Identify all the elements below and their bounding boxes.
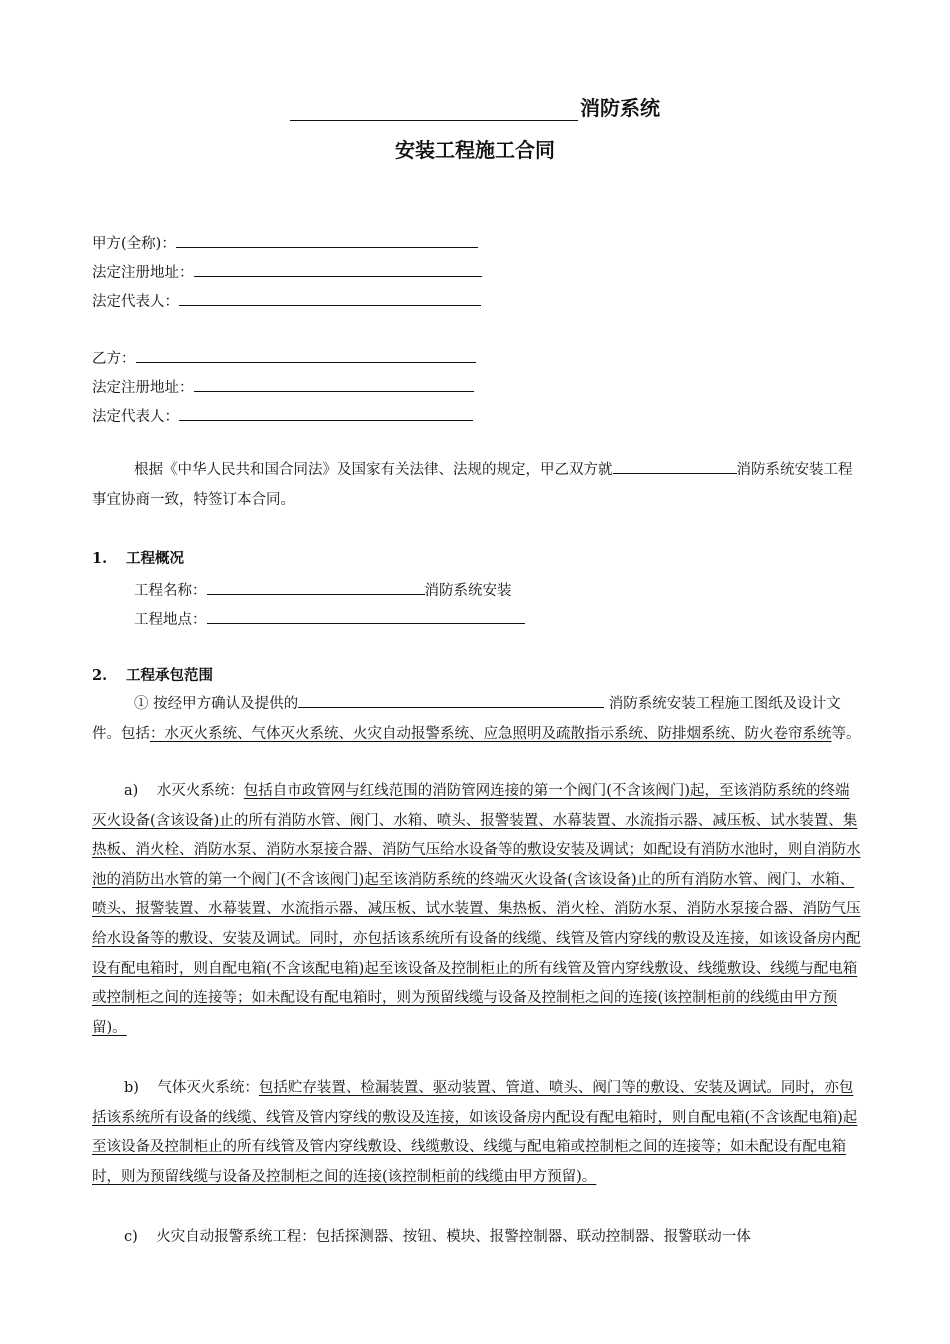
party-a-name-label: 甲方(全称)： [92,236,176,252]
party-b-address-label: 法定注册地址： [92,380,194,396]
intro-part2: 消防系统安装工程事宜协商一致，特签订本合同。 [92,462,853,508]
party-b-name-field[interactable] [136,346,476,363]
project-location-field[interactable] [207,607,525,624]
party-a-address-row [92,260,482,283]
intro-project-blank[interactable] [613,457,737,474]
scope-a-text: 包括自市政管网与红线范围的消防管网连接的第一个阀门(不含该阀门)起，至该消防系统的终端灭火设备(含该设备)止的所有消防水管、阀门、水箱、喷头、报警装置、水幕装置、水流指示器、减压板、试水装置、集热板、消火栓、消防水泵、消防水泵接合器、消防气压给水设备等的敷设安装及调试；如配设有消防水池时，则自消防水池的消防出水管的第一个阀门(不含该阀门)起至该消防系统的终端灭火设备(含该设备)止的所有消防水管、阀门、水箱、喷头、报警装置、水幕装置、水流指示器、减压板、试水装置、集热板、消火栓、消防水泵、消防水泵接合器、消防气压给水设备等的敷设、安装及调试。同时，亦包括该系统所有设备的线缆、线管及管内穿线的敷设及连接，如该设备房内配设有配电箱时，则自配电箱(不含该配电箱)起至该设备及控制柜止的所有线管及管内穿线敷设、线缆敷设、线缆与配电箱或控制柜之间的连接等；如未配设有配电箱时，则为预留线缆与设备及控制柜之间的连接(该控制柜前的线缆由甲方预留)。 [92,783,861,1036]
party-a-rep-row [92,289,481,312]
project-name-row [134,578,512,601]
section-1-title: 工程概况 [126,550,184,567]
party-a-name-row [92,231,478,254]
party-b-address-field[interactable] [194,375,474,392]
party-a-rep-label: 法定代表人： [92,294,179,310]
section-2-title: 工程承包范围 [126,667,213,684]
scope-item-1-mid: 消防系统安装工程施工图纸及设计文件。包括 [92,696,841,742]
party-a-address-field[interactable] [194,260,482,277]
party-b-rep-row [92,404,473,427]
project-name-label: 工程名称： [134,583,207,599]
contract-subtitle: 安装工程施工合同 [395,138,555,162]
scope-a-label: a) [124,783,139,799]
party-a-address-label: 法定注册地址： [92,265,194,281]
section-1-heading [92,547,184,568]
party-b-name-row [92,346,476,369]
scope-item-1 [92,690,862,749]
project-location-row [134,607,525,630]
party-b-name-label: 乙方： [92,351,136,367]
project-name-field[interactable] [207,578,425,595]
scope-water-system [92,777,862,1043]
scope-b-lead: 气体灭火系统： [157,1080,259,1096]
scope-a-lead: 水灭火系统： [156,783,244,799]
party-b-address-row [92,375,474,398]
project-name-suffix: 消防系统安装 [424,583,512,599]
scope-gas-system [92,1074,862,1192]
intro-paragraph [92,456,862,515]
contract-title-line [0,92,950,121]
party-a-name-field[interactable] [176,231,478,248]
project-location-label: 工程地点： [134,612,207,628]
drawings-provider-field[interactable] [298,691,604,708]
scope-c-label: c) [124,1229,138,1245]
project-name-blank[interactable] [290,98,578,121]
scope-c-text: 火灾自动报警系统工程：包括探测器、按钮、模块、报警控制器、联动控制器、报警联动一体 [156,1229,751,1245]
scope-fire-alarm-system [92,1223,862,1253]
scope-b-text: 包括贮存装置、检漏装置、驱动装置、管道、喷头、阀门等的敷设、安装及调试。同时，亦包括该系统所有设备的线缆、线管及管内穿线的敷设及连接，如该设备房内配设有配电箱时，则自配电箱(不含该配电箱)起至该设备及控制柜止的所有线管及管内穿线敷设、线缆敷设、线缆与配电箱或控制柜之间的连接等；如未配设有配电箱时，则为预留线缆与设备及控制柜之间的连接(该控制柜前的线缆由甲方预留)。 [92,1080,858,1185]
party-a-rep-field[interactable] [179,289,481,306]
section-2-heading [92,664,213,685]
section-1-number: 1. [92,550,108,567]
party-b-rep-field[interactable] [179,404,473,421]
scope-b-label: b) [124,1080,139,1096]
scope-item-1-end: 等。 [831,725,861,742]
party-b-rep-label: 法定代表人： [92,409,179,425]
intro-part1: 根据《中华人民共和国合同法》及国家有关法律、法规的规定，甲乙双方就 [134,462,613,478]
scope-systems-list: ：水灭火系统、气体灭火系统、火灾自动报警系统、应急照明及疏散指示系统、防排烟系统、防火卷帘系统 [150,725,832,742]
section-2-number: 2. [92,667,108,684]
title-suffix: 消防系统 [580,96,660,120]
scope-item-1-prefix: ① 按经甲方确认及提供的 [134,696,299,712]
